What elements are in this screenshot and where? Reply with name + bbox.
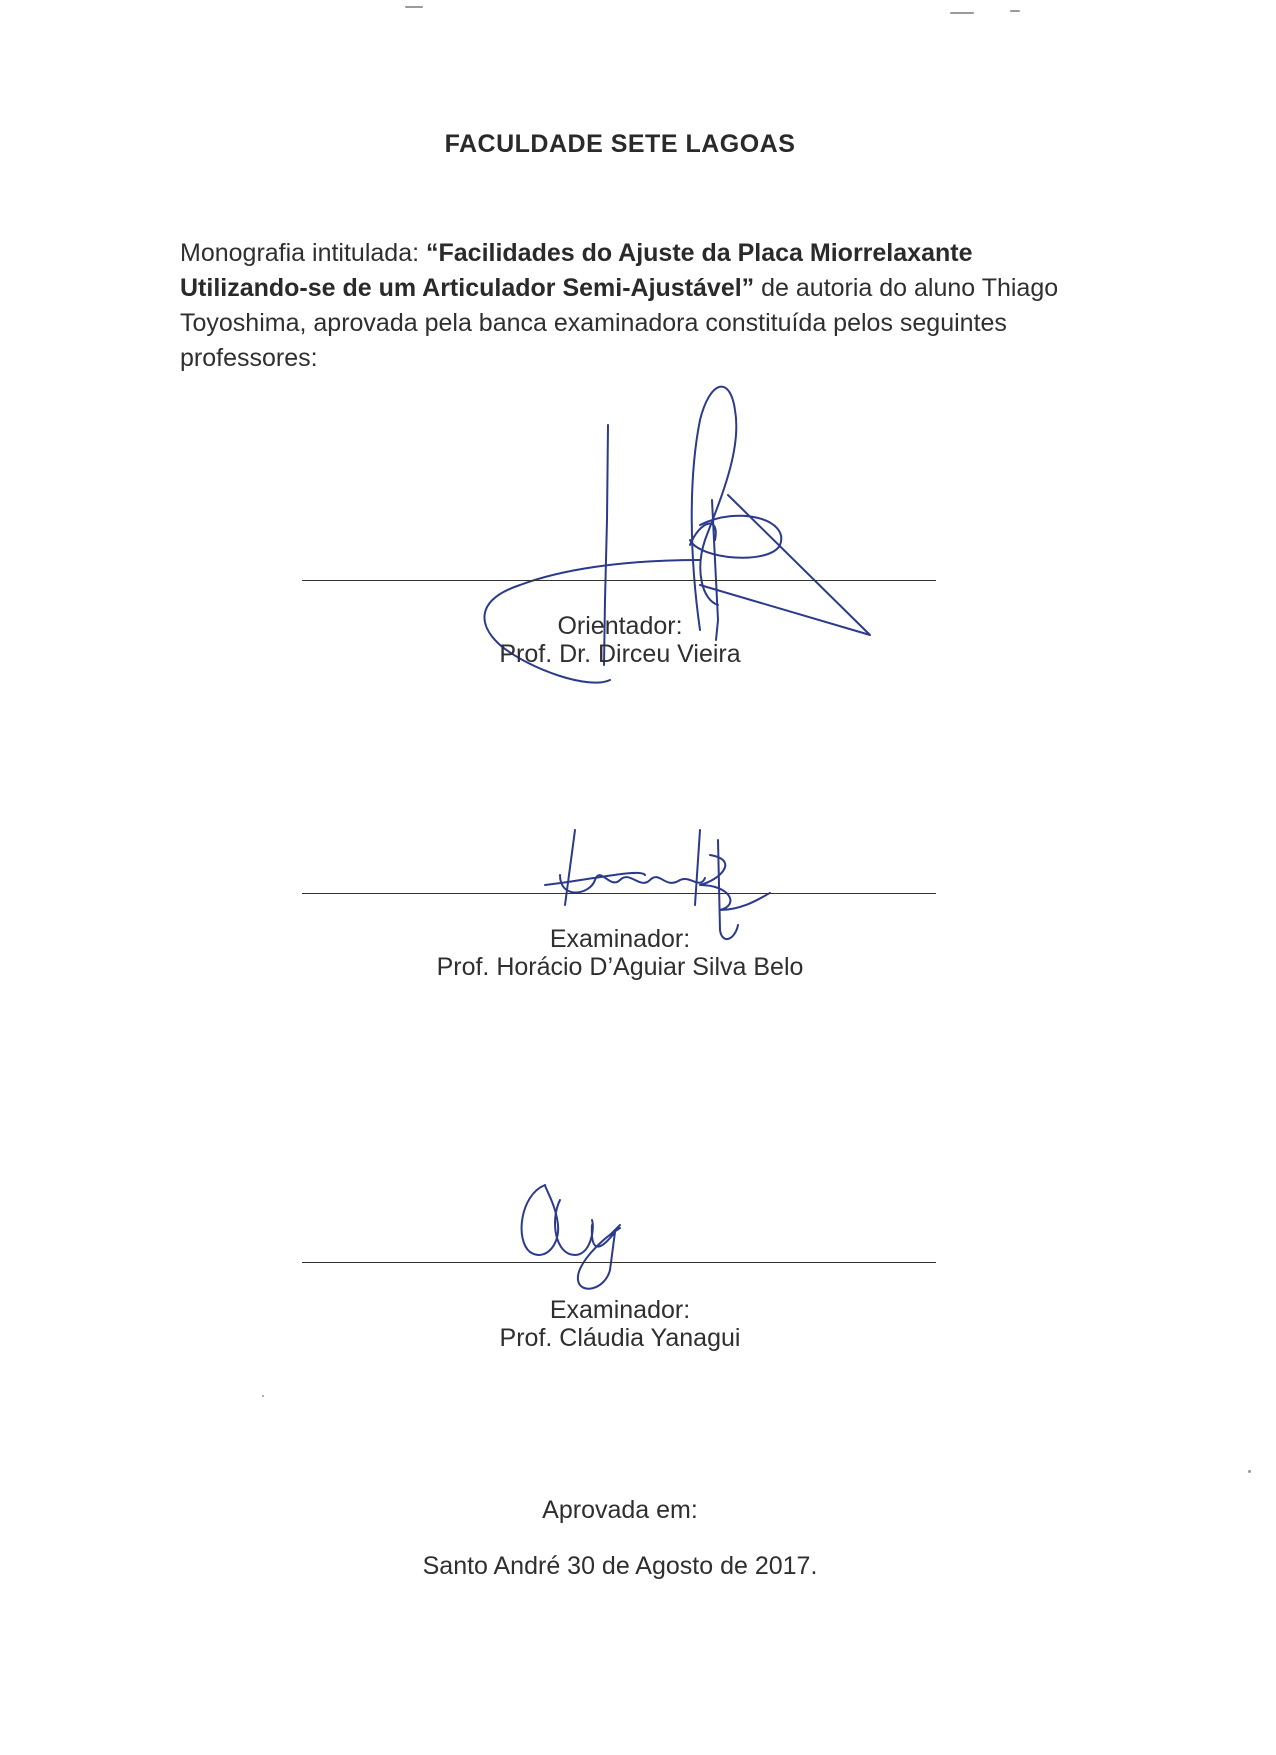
scan-speck	[950, 12, 974, 14]
signature-line-advisor	[302, 580, 936, 581]
signature-line-examiner-2	[302, 1262, 936, 1263]
statement-suffix: de autoria do aluno Thiago Toyoshima, aprovada pela banca examinadora constituída pelos seguintes professores:	[180, 274, 1059, 372]
approval-label: Aprovada em:	[542, 1496, 698, 1524]
examiner-1-name: Prof. Horácio D’Aguiar Silva Belo	[436, 953, 804, 981]
approval-date: Santo André 30 de Agosto de 2017.	[422, 1552, 818, 1580]
scan-speck	[262, 1395, 264, 1397]
examiner-2-role: Examinador:	[549, 1296, 691, 1324]
institution-name: FACULDADE SETE LAGOAS	[444, 130, 796, 158]
advisor-role: Orientador:	[557, 612, 683, 640]
signature-line-examiner-1	[302, 893, 936, 894]
examiner-2-name: Prof. Cláudia Yanagui	[499, 1324, 741, 1352]
scan-speck	[1248, 1470, 1251, 1473]
monograph-title: “Facilidades do Ajuste da Placa Miorrelaxante Utilizando-se de um Articulador Semi-Ajustável”	[180, 239, 973, 302]
statement-prefix: Monografia intitulada:	[180, 239, 426, 267]
examiner-1-role: Examinador:	[549, 925, 691, 953]
scan-speck	[1010, 10, 1020, 12]
scan-speck	[405, 6, 423, 8]
advisor-name: Prof. Dr. Dirceu Vieira	[499, 640, 741, 668]
monograph-statement	[180, 236, 1080, 376]
